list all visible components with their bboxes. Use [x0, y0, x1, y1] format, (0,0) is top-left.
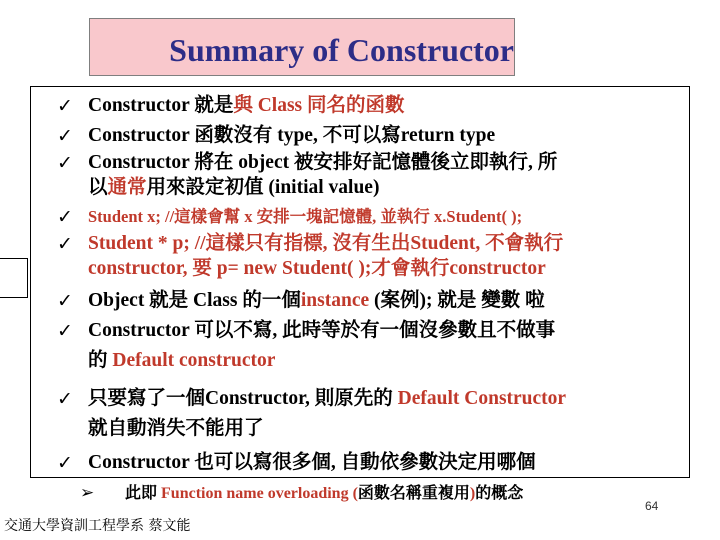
text-segment: 就自動消失不能用了	[88, 418, 264, 439]
text-segment: 此即	[125, 485, 162, 502]
sub-bullet-text	[125, 482, 523, 506]
text-segment: 通常	[107, 177, 147, 198]
text-segment: 與 Class 同名的函數	[233, 95, 405, 116]
bullet-item	[0, 450, 720, 480]
bullet-item	[0, 123, 720, 153]
checkmark-icon: ✓	[57, 452, 73, 474]
arrow-bullet-icon: ➢	[80, 483, 95, 503]
checkmark-icon: ✓	[57, 206, 73, 228]
title-box	[89, 18, 515, 76]
bullet-text	[88, 348, 275, 374]
text-segment: Object 就是 Class 的一個	[88, 290, 301, 311]
bullet-continuation	[0, 256, 720, 286]
slide-title: Summary of Constructor	[169, 32, 514, 68]
checkmark-icon: ✓	[57, 125, 73, 147]
bullet-text	[88, 93, 405, 119]
text-segment: 函數名稱重複用	[357, 485, 470, 502]
text-segment: instance	[300, 290, 370, 311]
checkmark-icon: ✓	[57, 95, 73, 117]
bullet-text	[88, 386, 566, 412]
text-segment: Constructor 可以不寫, 此時等於有一個沒參數且不做事	[88, 320, 556, 341]
text-segment: 的概念	[475, 485, 524, 502]
text-segment: constructor, 要 p= new Student( );才會執行constructor	[88, 258, 546, 279]
bullet-text	[88, 175, 379, 201]
bullet-item	[0, 288, 720, 318]
bullet-text	[88, 256, 546, 282]
bullet-item	[0, 318, 720, 348]
bullet-continuation	[0, 175, 720, 205]
bullet-continuation	[0, 416, 720, 446]
bullet-text	[88, 416, 264, 442]
checkmark-icon: ✓	[57, 290, 73, 312]
footer-credit: 交通大學資訓工程學系 蔡文能	[4, 518, 191, 534]
text-segment: )	[469, 485, 476, 502]
page-number: 64	[645, 499, 659, 513]
text-segment: Default constructor	[112, 350, 276, 371]
text-segment: Default Constructor	[397, 388, 567, 409]
text-segment: Student x; //這樣會幫 x 安排一塊記憶體, 並執行 x.Student( );	[88, 207, 523, 226]
bullet-text	[88, 231, 563, 257]
text-segment: Constructor 就是	[88, 95, 234, 116]
bullet-text	[88, 204, 522, 230]
checkmark-icon: ✓	[57, 152, 73, 174]
text-segment: Function name overloading (	[161, 485, 358, 502]
bullet-item	[0, 93, 720, 123]
bullet-item	[0, 204, 720, 234]
text-segment: Constructor 也可以寫很多個, 自動依參數決定用哪個	[88, 452, 536, 473]
checkmark-icon: ✓	[57, 388, 73, 410]
text-segment: Student * p; //這樣只有指標, 沒有生出Student, 不會執行	[88, 233, 564, 254]
checkmark-icon: ✓	[57, 233, 73, 255]
text-segment: 以	[88, 177, 108, 198]
bullet-text	[88, 318, 555, 344]
text-segment: 只要寫了一個Constructor, 則原先的	[88, 388, 398, 409]
bullet-text	[88, 123, 495, 149]
text-segment: Constructor 將在 object 被安排好記憶體後立即執行, 所	[88, 152, 558, 173]
text-segment: (案例); 就是 變數 啦	[369, 290, 545, 311]
bullet-continuation	[0, 348, 720, 378]
text-segment: 用來設定初值 (initial value)	[146, 177, 380, 198]
bullet-text	[88, 288, 545, 314]
bullet-text	[88, 450, 536, 476]
sub-bullet	[0, 482, 720, 508]
text-segment: Constructor 函數沒有 type, 不可以寫return type	[88, 125, 496, 146]
checkmark-icon: ✓	[57, 320, 73, 342]
bullet-item	[0, 386, 720, 416]
bullet-text	[88, 150, 557, 176]
text-segment: 的	[88, 350, 113, 371]
